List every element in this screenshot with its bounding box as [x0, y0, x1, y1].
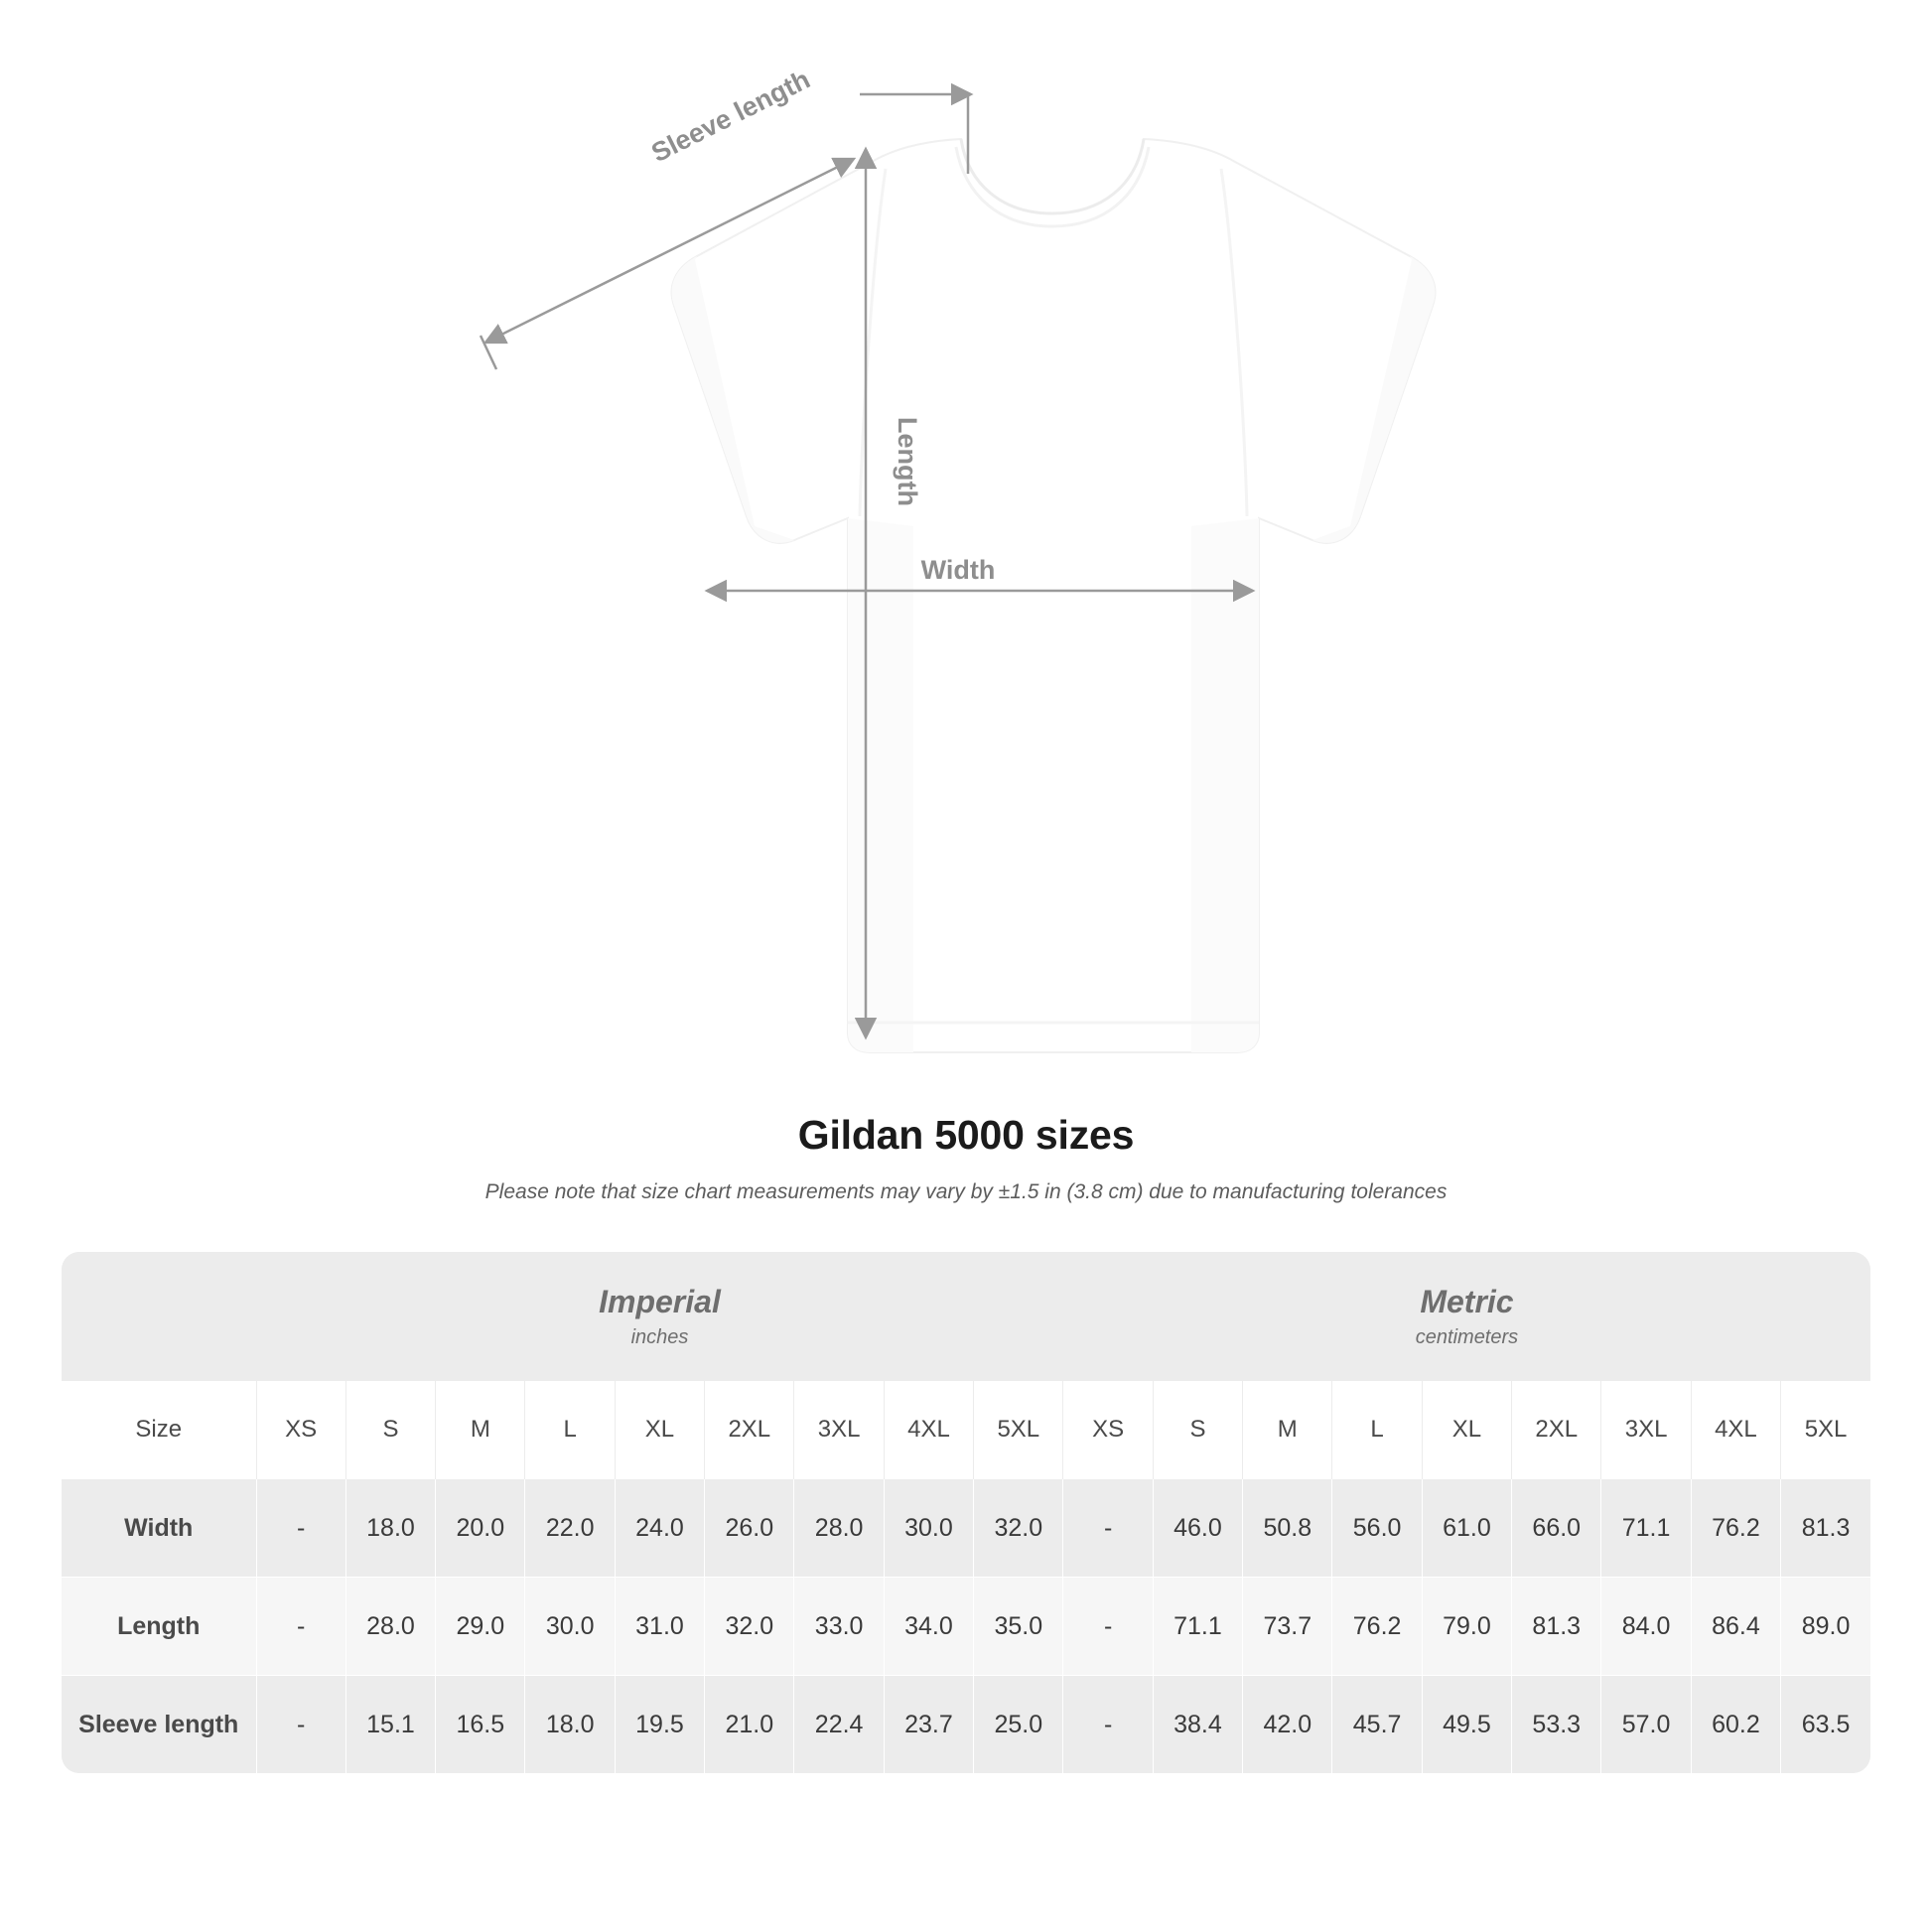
metric-unit-header	[1063, 1252, 1870, 1381]
sleeve-metric-m: 42.0	[1243, 1676, 1332, 1774]
size-header-imperial-5xl: 5XL	[974, 1381, 1063, 1479]
table-row	[62, 1479, 1870, 1578]
sleeve-imperial-l: 18.0	[525, 1676, 615, 1774]
width-imperial-s: 18.0	[345, 1479, 435, 1578]
size-table-wrapper	[62, 1252, 1870, 1773]
length-imperial-5xl: 35.0	[974, 1578, 1063, 1676]
width-imperial-xs: -	[256, 1479, 345, 1578]
size-header-imperial-3xl: 3XL	[794, 1381, 884, 1479]
length-metric-l: 76.2	[1332, 1578, 1422, 1676]
metric-unit-sub: centimeters	[1415, 1325, 1519, 1348]
metric-unit-name: Metric	[1420, 1284, 1514, 1320]
size-header-imperial-m: M	[436, 1381, 525, 1479]
length-metric-xl: 79.0	[1422, 1578, 1511, 1676]
width-imperial-4xl: 30.0	[884, 1479, 973, 1578]
size-header-metric-xs: XS	[1063, 1381, 1153, 1479]
units-header-row	[62, 1252, 1870, 1381]
sleeve-metric-3xl: 57.0	[1601, 1676, 1691, 1774]
width-metric-xl: 61.0	[1422, 1479, 1511, 1578]
sleeve-imperial-5xl: 25.0	[974, 1676, 1063, 1774]
size-header-imperial-xl: XL	[615, 1381, 704, 1479]
width-metric-l: 56.0	[1332, 1479, 1422, 1578]
length-imperial-xl: 31.0	[615, 1578, 704, 1676]
page-title: Gildan 5000 sizes	[797, 1112, 1135, 1158]
sleeve-imperial-2xl: 21.0	[705, 1676, 794, 1774]
size-header-row	[62, 1381, 1870, 1479]
length-metric-4xl: 86.4	[1691, 1578, 1780, 1676]
sleeve-metric-l: 45.7	[1332, 1676, 1422, 1774]
sleeve-imperial-3xl: 22.4	[794, 1676, 884, 1774]
size-header-imperial-4xl: 4XL	[884, 1381, 973, 1479]
length-imperial-2xl: 32.0	[705, 1578, 794, 1676]
size-header-imperial-2xl: 2XL	[705, 1381, 794, 1479]
sleeve-imperial-xs: -	[256, 1676, 345, 1774]
length-metric-3xl: 84.0	[1601, 1578, 1691, 1676]
table-row	[62, 1676, 1870, 1774]
size-header-metric-xl: XL	[1422, 1381, 1511, 1479]
length-imperial-m: 29.0	[436, 1578, 525, 1676]
sleeve-imperial-s: 15.1	[345, 1676, 435, 1774]
size-header-imperial-xs: XS	[256, 1381, 345, 1479]
length-imperial-4xl: 34.0	[884, 1578, 973, 1676]
row-label-sleeve-length: Sleeve length	[62, 1676, 256, 1774]
sleeve-metric-xl: 49.5	[1422, 1676, 1511, 1774]
size-header-metric-2xl: 2XL	[1512, 1381, 1601, 1479]
width-metric-5xl: 81.3	[1781, 1479, 1870, 1578]
width-label: Width	[920, 555, 996, 585]
size-header-metric-m: M	[1243, 1381, 1332, 1479]
imperial-unit-sub: inches	[630, 1325, 689, 1348]
length-imperial-s: 28.0	[345, 1578, 435, 1676]
imperial-unit-name: Imperial	[599, 1284, 721, 1320]
sleeve-length-label: Sleeve length	[646, 64, 815, 169]
sleeve-imperial-xl: 19.5	[615, 1676, 704, 1774]
sleeve-metric-xs: -	[1063, 1676, 1153, 1774]
row-label-width: Width	[62, 1479, 256, 1578]
width-metric-xs: -	[1063, 1479, 1153, 1578]
width-imperial-5xl: 32.0	[974, 1479, 1063, 1578]
row-label-length: Length	[62, 1578, 256, 1676]
tshirt-shape	[672, 139, 1436, 1052]
width-metric-4xl: 76.2	[1691, 1479, 1780, 1578]
length-imperial-l: 30.0	[525, 1578, 615, 1676]
tolerance-note: Please note that size chart measurements may vary by ±1.5 in (3.8 cm) due to manufacturing tolerances	[484, 1180, 1448, 1203]
length-metric-xs: -	[1063, 1578, 1153, 1676]
width-imperial-3xl: 28.0	[794, 1479, 884, 1578]
table-row	[62, 1578, 1870, 1676]
sleeve-metric-5xl: 63.5	[1781, 1676, 1870, 1774]
length-imperial-xs: -	[256, 1578, 345, 1676]
size-header-metric-4xl: 4XL	[1691, 1381, 1780, 1479]
length-metric-2xl: 81.3	[1512, 1578, 1601, 1676]
width-metric-3xl: 71.1	[1601, 1479, 1691, 1578]
size-header-label: Size	[62, 1381, 256, 1479]
sleeve-metric-2xl: 53.3	[1512, 1676, 1601, 1774]
sleeve-imperial-m: 16.5	[436, 1676, 525, 1774]
size-header-metric-l: L	[1332, 1381, 1422, 1479]
size-header-imperial-l: L	[525, 1381, 615, 1479]
sleeve-imperial-4xl: 23.7	[884, 1676, 973, 1774]
length-label: Length	[893, 417, 922, 506]
size-header-metric-3xl: 3XL	[1601, 1381, 1691, 1479]
sleeve-metric-s: 38.4	[1153, 1676, 1242, 1774]
sleeve-metric-4xl: 60.2	[1691, 1676, 1780, 1774]
width-metric-s: 46.0	[1153, 1479, 1242, 1578]
width-imperial-2xl: 26.0	[705, 1479, 794, 1578]
size-header-imperial-s: S	[345, 1381, 435, 1479]
imperial-unit-header	[256, 1252, 1063, 1381]
size-header-metric-5xl: 5XL	[1781, 1381, 1870, 1479]
length-metric-5xl: 89.0	[1781, 1578, 1870, 1676]
width-imperial-xl: 24.0	[615, 1479, 704, 1578]
width-metric-m: 50.8	[1243, 1479, 1332, 1578]
length-imperial-3xl: 33.0	[794, 1578, 884, 1676]
length-metric-s: 71.1	[1153, 1578, 1242, 1676]
width-imperial-m: 20.0	[436, 1479, 525, 1578]
size-header-metric-s: S	[1153, 1381, 1242, 1479]
size-table	[62, 1252, 1870, 1773]
width-metric-2xl: 66.0	[1512, 1479, 1601, 1578]
units-header-spacer	[62, 1252, 256, 1381]
width-imperial-l: 22.0	[525, 1479, 615, 1578]
length-metric-m: 73.7	[1243, 1578, 1332, 1676]
